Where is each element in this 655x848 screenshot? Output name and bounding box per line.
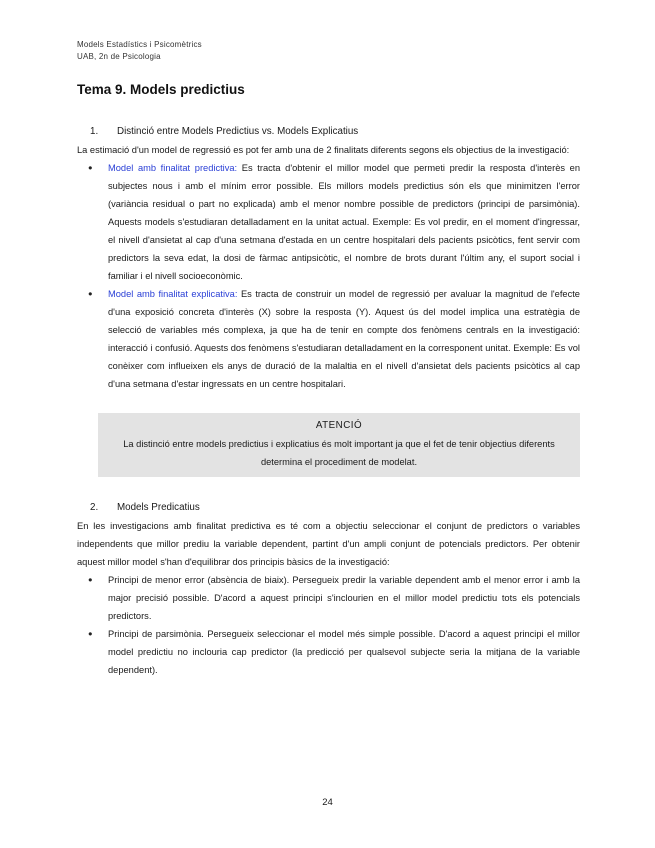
bullet-lead: Model amb finalitat predictiva:	[108, 163, 238, 173]
list-item: ● Principi de menor error (absència de biaix). Persegueix predir la variable dependent amb el menor error i amb la major precisió possible. D'acord a aquest principi s'inclourien en el millor model predictiu tots els potencials predictors.	[77, 571, 580, 625]
bullet-text: Es tracta de construir un model de regressió per avaluar la magnitud de l'efecte d'una exposició concreta d'interès (X) sobre la resposta (Y). Aquest ús del model implica una estratègia de selecció de variables més complexa, ja que ha de tenir en compte dos fenòmens centrals en la investigació: interacció i confusió. Aquests dos fenòmens s'estudiaran detalladament en la corresponent unitat. Exemple: Es vol conèixer com influeixen els anys de duració de la malaltia en el nivell d'ansietat dels pacients psicòtics al cap d'una setmana d'estar ingressats en un centre hospitalari.	[108, 289, 580, 389]
list-item	[77, 159, 580, 285]
section-2-list	[77, 571, 580, 679]
section-2-number: 2.	[90, 502, 99, 513]
section-1-intro: La estimació d'un model de regressió es pot fer amb una de 2 finalitats diferents segons els objectius de la investigació:	[77, 145, 570, 155]
bullet-lead: Model amb finalitat explicativa:	[108, 289, 238, 299]
section-1-number: 1.	[90, 126, 99, 137]
section-1-list	[77, 159, 580, 393]
header-university: UAB, 2n de Psicologia	[77, 52, 161, 61]
list-item: ● Principi de parsimònia. Persegueix seleccionar el model més simple possible. D'acord a aquest principi el millor model predictiu no inclouria cap predictor (la predicció per qualsevol subjecte seria la mitjana de la variable dependent).	[77, 625, 580, 679]
page-number: 24	[322, 797, 333, 808]
attention-box	[98, 413, 580, 477]
attention-heading: ATENCIÓ	[315, 420, 363, 431]
bullet-text: Es tracta d'obtenir el millor model que permeti predir la resposta d'interès en subjectes nous i amb el mínim error possible. Els millors models predictius són els que minimitzen l'error (variància residual o part no explicada) amb el menor nombre possible de predictors (principi de parsimònia). Aquests models s'estudiaran detalladament en la unitat actual. Exemple: Es vol predir, en el moment d'ingressar, el nivell d'ansietat al cap d'una setmana d'estada en un centre hospitalari dels pacients psicòtics, fent servir com predictors la seva edat, la dosi de fàrmac antipsicòtic, el nombre de brots durant l'últim any, el suport social i familiar i el nivell socioeconòmic.	[108, 163, 580, 281]
main-content	[77, 123, 580, 679]
attention-text: La distinció entre models predictius i explicatius és molt important ja que el fet de tenir objectius diferents determina el procediment de modelat.	[123, 439, 555, 467]
section-2-intro: En les investigacions amb finalitat predictiva es té com a objectiu seleccionar el conjunt de predictors o variables independents que millor prediu la variable dependent, partint d'un ampli conjunt de potencials predictors. Per obtenir aquest millor model s'han d'equilibrar dos principis bàsics de la investigació:	[77, 521, 580, 567]
header-course: Models Estadístics i Psicomètrics	[77, 40, 202, 49]
running-header	[77, 39, 202, 63]
section-1-title: Distinció entre Models Predictius vs. Models Explicatius	[117, 126, 359, 137]
section-2-title: Models Predicatius	[117, 502, 200, 513]
section-1-heading	[77, 123, 580, 141]
chapter-title: Tema 9. Models predictius	[77, 82, 245, 97]
section-2-heading	[77, 499, 580, 517]
list-item	[77, 285, 580, 393]
